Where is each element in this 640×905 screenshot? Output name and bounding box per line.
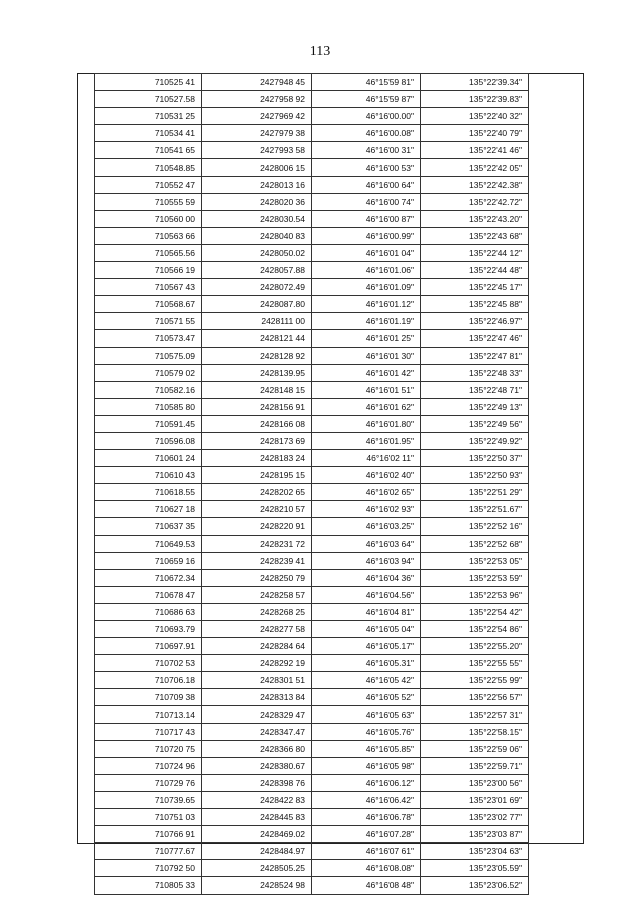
x-coordinate-cell: 710672.34 [95, 569, 202, 586]
y-coordinate-cell: 2428231 72 [202, 535, 312, 552]
x-coordinate-cell: 710567 43 [95, 279, 202, 296]
latitude-cell: 46°16'01.19" [312, 313, 421, 330]
longitude-cell: 135°22'42.38" [421, 176, 529, 193]
latitude-cell: 46°16'00 31" [312, 142, 421, 159]
longitude-cell: 135°22'50 37" [421, 450, 529, 467]
y-coordinate-cell: 2428087.80 [202, 296, 312, 313]
table-row [95, 757, 529, 774]
y-coordinate-cell: 2428329 47 [202, 706, 312, 723]
table-row [95, 467, 529, 484]
x-coordinate-cell: 710591.45 [95, 415, 202, 432]
longitude-cell: 135°22'49 13" [421, 398, 529, 415]
latitude-cell: 46°16'01 62" [312, 398, 421, 415]
y-coordinate-cell: 2428469.02 [202, 826, 312, 843]
latitude-cell: 46°16'04 36" [312, 569, 421, 586]
longitude-cell: 135°22'56 57" [421, 689, 529, 706]
longitude-cell: 135°22'46.97" [421, 313, 529, 330]
x-coordinate-cell: 710571 55 [95, 313, 202, 330]
latitude-cell: 46°16'01 25" [312, 330, 421, 347]
table-row [95, 193, 529, 210]
y-coordinate-cell: 2428524 98 [202, 877, 312, 894]
longitude-cell: 135°22'52 16" [421, 518, 529, 535]
y-coordinate-cell: 2428148 15 [202, 381, 312, 398]
longitude-cell: 135°22'47 81" [421, 347, 529, 364]
x-coordinate-cell: 710792 50 [95, 860, 202, 877]
x-coordinate-cell: 710552 47 [95, 176, 202, 193]
table-row [95, 262, 529, 279]
y-coordinate-cell: 2428121 44 [202, 330, 312, 347]
latitude-cell: 46°16'01.80" [312, 415, 421, 432]
longitude-cell: 135°22'58.15" [421, 723, 529, 740]
x-coordinate-cell: 710713.14 [95, 706, 202, 723]
y-coordinate-cell: 2428220 91 [202, 518, 312, 535]
x-coordinate-cell: 710575.09 [95, 347, 202, 364]
table-row [95, 723, 529, 740]
table-row [95, 142, 529, 159]
table-row [95, 330, 529, 347]
y-coordinate-cell: 2428072.49 [202, 279, 312, 296]
y-coordinate-cell: 2428445 83 [202, 809, 312, 826]
table-row [95, 877, 529, 894]
y-coordinate-cell: 2428183 24 [202, 450, 312, 467]
table-row [95, 552, 529, 569]
y-coordinate-cell: 2428139.95 [202, 364, 312, 381]
x-coordinate-cell: 710709 38 [95, 689, 202, 706]
table-row [95, 638, 529, 655]
longitude-cell: 135°22'53 59" [421, 569, 529, 586]
longitude-cell: 135°23'02 77" [421, 809, 529, 826]
x-coordinate-cell: 710659 16 [95, 552, 202, 569]
longitude-cell: 135°23'03 87" [421, 826, 529, 843]
latitude-cell: 46°16'01 30" [312, 347, 421, 364]
y-coordinate-cell: 2427979 38 [202, 125, 312, 142]
longitude-cell: 135°22'49 56" [421, 415, 529, 432]
longitude-cell: 135°22'49.92" [421, 432, 529, 449]
table-row [95, 381, 529, 398]
y-coordinate-cell: 2428301 51 [202, 672, 312, 689]
longitude-cell: 135°22'43 68" [421, 227, 529, 244]
table-row [95, 176, 529, 193]
longitude-cell: 135°22'53 96" [421, 586, 529, 603]
latitude-cell: 46°16'04 81" [312, 603, 421, 620]
y-coordinate-cell: 2428366 80 [202, 740, 312, 757]
y-coordinate-cell: 2428111 00 [202, 313, 312, 330]
longitude-cell: 135°22'55 99" [421, 672, 529, 689]
latitude-cell: 46°15'59 81" [312, 74, 421, 91]
y-coordinate-cell: 2428347.47 [202, 723, 312, 740]
y-coordinate-cell: 2428505.25 [202, 860, 312, 877]
table-row [95, 740, 529, 757]
longitude-cell: 135°22'48 71" [421, 381, 529, 398]
x-coordinate-cell: 710568.67 [95, 296, 202, 313]
y-coordinate-cell: 2428020 36 [202, 193, 312, 210]
x-coordinate-cell: 710618.55 [95, 484, 202, 501]
x-coordinate-cell: 710693.79 [95, 621, 202, 638]
y-coordinate-cell: 2428156 91 [202, 398, 312, 415]
y-coordinate-cell: 2428173 69 [202, 432, 312, 449]
table-row [95, 432, 529, 449]
longitude-cell: 135°22'39.34" [421, 74, 529, 91]
latitude-cell: 46°16'03.25" [312, 518, 421, 535]
longitude-cell: 135°22'51 29" [421, 484, 529, 501]
y-coordinate-cell: 2428313 84 [202, 689, 312, 706]
longitude-cell: 135°22'54 42" [421, 603, 529, 620]
coordinates-table-body [95, 74, 529, 895]
table-row [95, 347, 529, 364]
x-coordinate-cell: 710766 91 [95, 826, 202, 843]
latitude-cell: 46°16'05.17" [312, 638, 421, 655]
table-row [95, 125, 529, 142]
x-coordinate-cell: 710724 96 [95, 757, 202, 774]
table-row [95, 809, 529, 826]
x-coordinate-cell: 710777.67 [95, 843, 202, 860]
x-coordinate-cell: 710805 33 [95, 877, 202, 894]
latitude-cell: 46°16'05 52" [312, 689, 421, 706]
latitude-cell: 46°16'06.42" [312, 791, 421, 808]
latitude-cell: 46°16'02 40" [312, 467, 421, 484]
longitude-cell: 135°22'53 05" [421, 552, 529, 569]
longitude-cell: 135°22'55 55" [421, 655, 529, 672]
x-coordinate-cell: 710525 41 [95, 74, 202, 91]
latitude-cell: 46°16'03 94" [312, 552, 421, 569]
x-coordinate-cell: 710678 47 [95, 586, 202, 603]
y-coordinate-cell: 2428195 15 [202, 467, 312, 484]
latitude-cell: 46°16'05.31" [312, 655, 421, 672]
longitude-cell: 135°22'48 33" [421, 364, 529, 381]
longitude-cell: 135°22'42 05" [421, 159, 529, 176]
table-row [95, 91, 529, 108]
table-row [95, 621, 529, 638]
latitude-cell: 46°16'01 42" [312, 364, 421, 381]
table-row [95, 108, 529, 125]
latitude-cell: 46°16'03 64" [312, 535, 421, 552]
x-coordinate-cell: 710649.53 [95, 535, 202, 552]
longitude-cell: 135°22'43.20" [421, 210, 529, 227]
y-coordinate-cell: 2428380.67 [202, 757, 312, 774]
x-coordinate-cell: 710573.47 [95, 330, 202, 347]
table-row [95, 689, 529, 706]
x-coordinate-cell: 710720 75 [95, 740, 202, 757]
table-row [95, 279, 529, 296]
table-row [95, 484, 529, 501]
x-coordinate-cell: 710566 19 [95, 262, 202, 279]
y-coordinate-cell: 2427958 92 [202, 91, 312, 108]
y-coordinate-cell: 2428292 19 [202, 655, 312, 672]
latitude-cell: 46°16'02 93" [312, 501, 421, 518]
longitude-cell: 135°23'00 56" [421, 774, 529, 791]
y-coordinate-cell: 2428013 16 [202, 176, 312, 193]
latitude-cell: 46°16'07 61" [312, 843, 421, 860]
latitude-cell: 46°15'59 87" [312, 91, 421, 108]
latitude-cell: 46°16'01 04" [312, 244, 421, 261]
latitude-cell: 46°16'08.08" [312, 860, 421, 877]
table-row [95, 535, 529, 552]
y-coordinate-cell: 2428057.88 [202, 262, 312, 279]
x-coordinate-cell: 710579 02 [95, 364, 202, 381]
table-row [95, 774, 529, 791]
table-row [95, 518, 529, 535]
longitude-cell: 135°22'59.71" [421, 757, 529, 774]
table-row [95, 398, 529, 415]
y-coordinate-cell: 2428030.54 [202, 210, 312, 227]
table-row [95, 313, 529, 330]
table-row [95, 159, 529, 176]
table-row [95, 364, 529, 381]
latitude-cell: 46°16'02 11" [312, 450, 421, 467]
latitude-cell: 46°16'05 98" [312, 757, 421, 774]
x-coordinate-cell: 710531 25 [95, 108, 202, 125]
y-coordinate-cell: 2428040 83 [202, 227, 312, 244]
table-row [95, 603, 529, 620]
longitude-cell: 135°23'01 69" [421, 791, 529, 808]
y-coordinate-cell: 2428050.02 [202, 244, 312, 261]
y-coordinate-cell: 2427993 58 [202, 142, 312, 159]
longitude-cell: 135°23'06.52" [421, 877, 529, 894]
latitude-cell: 46°16'05.85" [312, 740, 421, 757]
table-row [95, 860, 529, 877]
table-row [95, 501, 529, 518]
x-coordinate-cell: 710717 43 [95, 723, 202, 740]
table-row [95, 843, 529, 860]
x-coordinate-cell: 710596.08 [95, 432, 202, 449]
latitude-cell: 46°16'00 64" [312, 176, 421, 193]
y-coordinate-cell: 2428268 25 [202, 603, 312, 620]
coordinates-table [94, 73, 529, 895]
x-coordinate-cell: 710702 53 [95, 655, 202, 672]
table-row [95, 655, 529, 672]
y-coordinate-cell: 2428484.97 [202, 843, 312, 860]
latitude-cell: 46°16'04.56" [312, 586, 421, 603]
longitude-cell: 135°22'50 93" [421, 467, 529, 484]
x-coordinate-cell: 710565.56 [95, 244, 202, 261]
longitude-cell: 135°22'52 68" [421, 535, 529, 552]
y-coordinate-cell: 2428006 15 [202, 159, 312, 176]
x-coordinate-cell: 710610 43 [95, 467, 202, 484]
page-number: 113 [309, 44, 331, 59]
table-row [95, 791, 529, 808]
longitude-cell: 135°22'44 48" [421, 262, 529, 279]
latitude-cell: 46°16'00.00" [312, 108, 421, 125]
latitude-cell: 46°16'00.99" [312, 227, 421, 244]
table-row [95, 415, 529, 432]
y-coordinate-cell: 2427969 42 [202, 108, 312, 125]
table-row [95, 706, 529, 723]
x-coordinate-cell: 710548.85 [95, 159, 202, 176]
latitude-cell: 46°16'06.78" [312, 809, 421, 826]
y-coordinate-cell: 2428422 83 [202, 791, 312, 808]
latitude-cell: 46°16'02 65" [312, 484, 421, 501]
latitude-cell: 46°16'05 42" [312, 672, 421, 689]
y-coordinate-cell: 2428166 08 [202, 415, 312, 432]
x-coordinate-cell: 710585 80 [95, 398, 202, 415]
y-coordinate-cell: 2428210 57 [202, 501, 312, 518]
longitude-cell: 135°22'44 12" [421, 244, 529, 261]
y-coordinate-cell: 2428239 41 [202, 552, 312, 569]
y-coordinate-cell: 2428277 58 [202, 621, 312, 638]
y-coordinate-cell: 2428398 76 [202, 774, 312, 791]
table-row [95, 244, 529, 261]
x-coordinate-cell: 710697.91 [95, 638, 202, 655]
y-coordinate-cell: 2427948 45 [202, 74, 312, 91]
latitude-cell: 46°16'05.76" [312, 723, 421, 740]
x-coordinate-cell: 710627 18 [95, 501, 202, 518]
x-coordinate-cell: 710601 24 [95, 450, 202, 467]
longitude-cell: 135°22'45 88" [421, 296, 529, 313]
longitude-cell: 135°22'55.20" [421, 638, 529, 655]
longitude-cell: 135°23'05.59" [421, 860, 529, 877]
latitude-cell: 46°16'01.95" [312, 432, 421, 449]
latitude-cell: 46°16'06.12" [312, 774, 421, 791]
longitude-cell: 135°22'40 32" [421, 108, 529, 125]
latitude-cell: 46°16'05 63" [312, 706, 421, 723]
table-row [95, 586, 529, 603]
latitude-cell: 46°16'01.12" [312, 296, 421, 313]
latitude-cell: 46°16'01.09" [312, 279, 421, 296]
longitude-cell: 135°22'40 79" [421, 125, 529, 142]
longitude-cell: 135°22'45 17" [421, 279, 529, 296]
latitude-cell: 46°16'00.08" [312, 125, 421, 142]
longitude-cell: 135°22'47 46" [421, 330, 529, 347]
latitude-cell: 46°16'01.06" [312, 262, 421, 279]
longitude-cell: 135°22'42.72" [421, 193, 529, 210]
x-coordinate-cell: 710563 66 [95, 227, 202, 244]
longitude-cell: 135°22'57 31" [421, 706, 529, 723]
table-row [95, 569, 529, 586]
longitude-cell: 135°22'39.83" [421, 91, 529, 108]
table-row [95, 74, 529, 91]
longitude-cell: 135°22'41 46" [421, 142, 529, 159]
y-coordinate-cell: 2428202 65 [202, 484, 312, 501]
table-row [95, 227, 529, 244]
latitude-cell: 46°16'01 51" [312, 381, 421, 398]
longitude-cell: 135°23'04 63" [421, 843, 529, 860]
longitude-cell: 135°22'59 06" [421, 740, 529, 757]
table-row [95, 826, 529, 843]
x-coordinate-cell: 710751 03 [95, 809, 202, 826]
x-coordinate-cell: 710560 00 [95, 210, 202, 227]
latitude-cell: 46°16'08 48" [312, 877, 421, 894]
latitude-cell: 46°16'05 04" [312, 621, 421, 638]
table-row [95, 296, 529, 313]
longitude-cell: 135°22'51.67" [421, 501, 529, 518]
x-coordinate-cell: 710527.58 [95, 91, 202, 108]
table-row [95, 672, 529, 689]
x-coordinate-cell: 710637 35 [95, 518, 202, 535]
latitude-cell: 46°16'00 87" [312, 210, 421, 227]
table-row [95, 450, 529, 467]
latitude-cell: 46°16'00 74" [312, 193, 421, 210]
x-coordinate-cell: 710541 65 [95, 142, 202, 159]
table-row [95, 210, 529, 227]
x-coordinate-cell: 710706.18 [95, 672, 202, 689]
y-coordinate-cell: 2428250 79 [202, 569, 312, 586]
x-coordinate-cell: 710555 59 [95, 193, 202, 210]
x-coordinate-cell: 710739.65 [95, 791, 202, 808]
y-coordinate-cell: 2428284 64 [202, 638, 312, 655]
x-coordinate-cell: 710582.16 [95, 381, 202, 398]
longitude-cell: 135°22'54 86" [421, 621, 529, 638]
y-coordinate-cell: 2428258 57 [202, 586, 312, 603]
x-coordinate-cell: 710729 76 [95, 774, 202, 791]
y-coordinate-cell: 2428128 92 [202, 347, 312, 364]
latitude-cell: 46°16'00 53" [312, 159, 421, 176]
x-coordinate-cell: 710534 41 [95, 125, 202, 142]
latitude-cell: 46°16'07.28" [312, 826, 421, 843]
x-coordinate-cell: 710686 63 [95, 603, 202, 620]
